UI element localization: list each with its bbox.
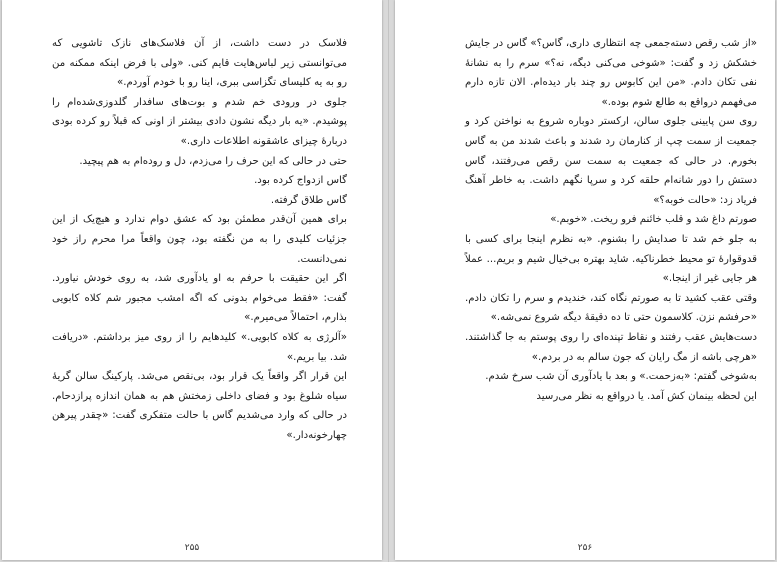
paragraph: «آلرژی به کلاه کابویی.» کلیدهایم را از روی میز برداشتم. «دریافت شد. بیا بریم.»: [52, 331, 347, 363]
page-text-left: [52, 34, 347, 445]
paragraph: وقتی عقب کشید تا به صورتم نگاه کند، خندیدم و سرم را تکان دادم. «حرفشم نزن. کلاسمون حتی تا ده دقیقهٔ دیگه شروع نمی‌شه.»: [465, 292, 757, 324]
paragraph: حتی در حالی که این حرف را می‌زدم، دل و روده‌ام به هم پیچید.: [79, 155, 347, 167]
book-page-right: [395, 0, 775, 560]
paragraph: جلوی در ورودی خم شدم و بوت‌های سافدار گلدوزی‌شده‌ام را پوشیدم. «یه بار دیگه نشون دادی بیشتر از اونی که قبلاً رو کرده بودی دربارهٔ چیزای عاشقونه اطلاعات داری.»: [52, 96, 347, 147]
paragraph: این لحظه بینمان کش آمد. یا درواقع به نظر می‌رسید: [536, 390, 757, 402]
paragraph: صورتم داغ شد و قلب خائنم فرو ریخت. «خوبم.»: [550, 214, 757, 226]
paragraph: «از شب رقص دسته‌جمعی چه انتظاری داری، گاس؟» گاس در جایش خشکش زد و گفت: «شوخی می‌کنی دیگه، نه؟» سرم را به نشانهٔ نفی تکان دادم. «من این کابوس رو چند بار دیده‌ام. الان تازه دارم می‌فهمم درواقع به طالع شوم بوده.»: [465, 38, 757, 108]
paragraph: اگر این حقیقت با حرفم به او یادآوری شد، به روی خودش نیاورد. گفت: «فقط می‌خوام بدونی که اگه امشب مجبور شم کلاه کابویی بذارم، احتمالاً می‌میرم.»: [52, 273, 347, 324]
paragraph: گاس طلاق گرفته.: [270, 194, 347, 206]
paragraph: به‌شوخی گفتم: «به‌زحمت.» و بعد با یادآوری آن شب سرخ شدم.: [485, 371, 757, 383]
page-number-left: ۲۵۵: [184, 543, 200, 553]
paragraph: به جلو خم شد تا صدایش را بشنوم. «به نظرم اینجا برای کسی با قدوقوارهٔ تو محیط خطرناکیه. شاید بهتره بی‌خیال شیم و بریم... عملاً هر جایی غیر از اینجا.»: [465, 233, 757, 285]
paragraph: دست‌هایش عقب رفتند و نقاط تپنده‌ای را روی پوستم به جا گذاشتند. «هرچی باشه از مگ رایان که جون سالم به در بردم.»: [465, 331, 757, 363]
paragraph: فلاسک در دست داشت، از آن فلاسک‌های نازک تاشویی که می‌توانستی زیر لباس‌هایت قایم کنی. «ولی با فرض اینکه ممکنه من رو به یه کلیسای تگزاسی ببری، اینا رو با خودم آوردم.»: [52, 38, 347, 89]
paragraph: برای همین آن‌قدر مطمئن بود که عشق دوام ندارد و هیچ‌یک از این جزئیات کلیدی را به من نگفته بود، چون واقعاً مرا محرم راز خود نمی‌دانست.: [52, 214, 347, 265]
page-text-right: [465, 34, 757, 406]
paragraph: روی سن پایینی جلوی سالن، ارکستر دوباره شروع به نواختن کرد و جمعیت از سمت چپ از کنارمان رد شدند و باعث شدند من به گاس بخورم. در حالی که جمعیت به سمت سن رقص می‌رفتند، گاس دستش را دور شانه‌ام حلقه کرد و سرپا نگهم داشت. به خاطر آهنگ فریاد زد: «حالت خوبه؟»: [465, 116, 757, 206]
book-page-left: [2, 0, 382, 560]
book-gutter: [388, 0, 389, 562]
paragraph: این قرار اگر واقعاً یک قرار بود، بی‌نقص می‌شد. پارکینگ سالن گریهٔ سیاه شلوغ بود و فضای داخلی زمختش هم به همان اندازه پرازدحام. در حالی که وارد می‌شدیم گاس با حالت متفکری گفت: «چقدر پیرهن چهارخونه‌دار.»: [52, 371, 347, 441]
paragraph: گاس ازدواج کرده بود.: [254, 175, 347, 187]
page-number-right: ۲۵۶: [577, 543, 593, 553]
